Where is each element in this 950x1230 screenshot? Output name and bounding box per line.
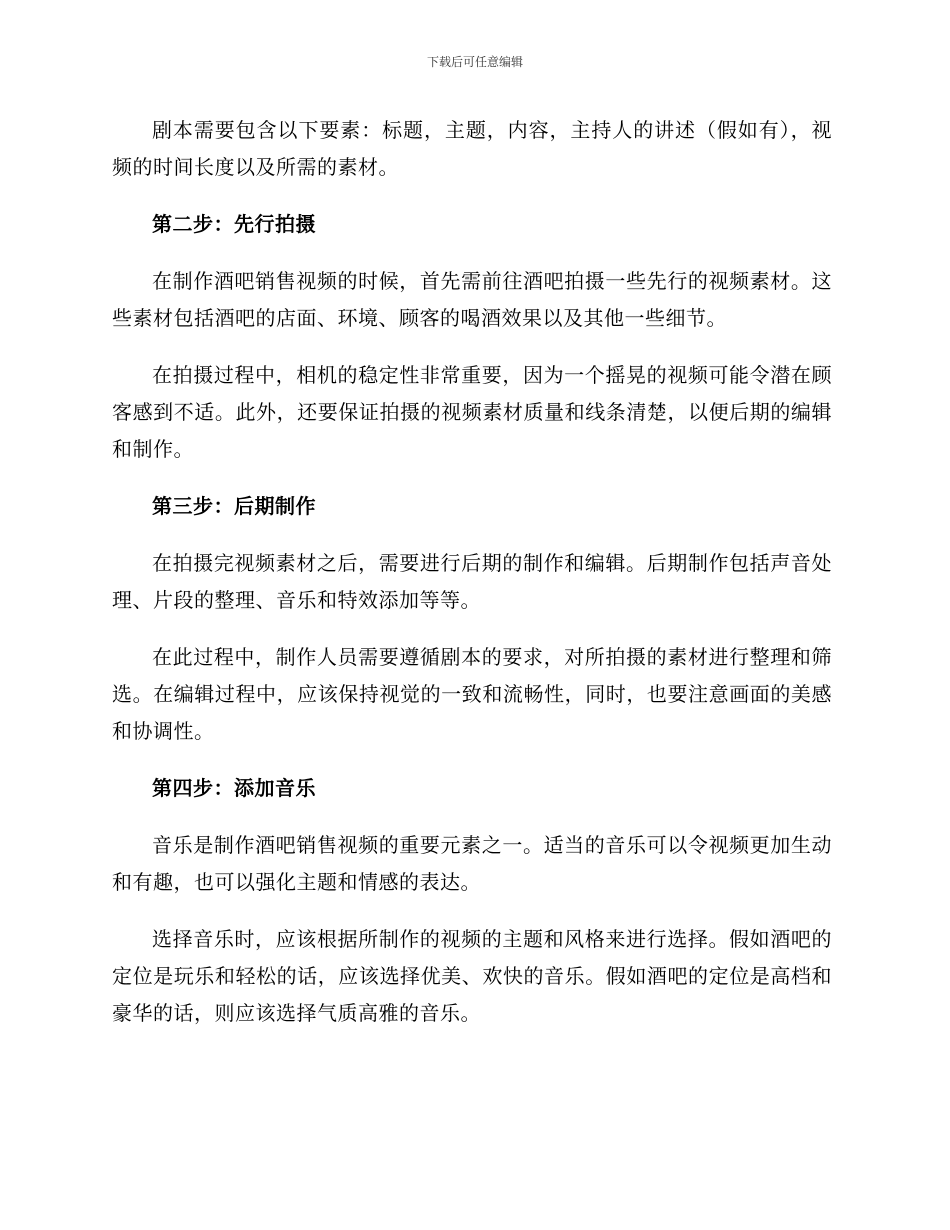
paragraph-shooting-stability: 在拍摄过程中，相机的稳定性非常重要，因为一个摇晃的视频可能令潜在顾客感到不适。此外，还要保证拍摄的视频素材质量和线条清楚，以便后期的编辑和制作。 — [112, 363, 832, 461]
paragraph-post-production-intro: 在拍摄完视频素材之后，需要进行后期的制作和编辑。后期制作包括声音处理、片段的整理、音乐和特效添加等等。 — [112, 551, 832, 612]
paragraph-script-elements: 剧本需要包含以下要素：标题，主题，内容，主持人的讲述（假如有），视频的时间长度以及所需的素材。 — [112, 118, 832, 179]
paragraph-post-production-editing: 在此过程中，制作人员需要遵循剧本的要求，对所拍摄的素材进行整理和筛选。在编辑过程中，应该保持视觉的一致和流畅性，同时，也要注意画面的美感和协调性。 — [112, 645, 832, 743]
paragraph-music-selection: 选择音乐时，应该根据所制作的视频的主题和风格来进行选择。假如酒吧的定位是玩乐和轻松的话，应该选择优美、欢快的音乐。假如酒吧的定位是高档和豪华的话，则应该选择气质高雅的音乐。 — [112, 927, 832, 1025]
paragraph-music-importance: 音乐是制作酒吧销售视频的重要元素之一。适当的音乐可以令视频更加生动和有趣，也可以强化主题和情感的表达。 — [112, 833, 832, 894]
step-heading-post-production: 第三步：后期制作 — [152, 494, 316, 518]
paragraph-shooting-intro: 在制作酒吧销售视频的时候，首先需前往酒吧拍摄一些先行的视频素材。这些素材包括酒吧的店面、环境、顾客的喝酒效果以及其他一些细节。 — [112, 269, 832, 330]
document-body — [112, 112, 832, 1052]
step-heading-music: 第四步：添加音乐 — [152, 776, 316, 800]
page-header: 下载后可任意编辑 — [426, 55, 523, 69]
step-heading-shooting: 第二步：先行拍摄 — [152, 212, 316, 236]
